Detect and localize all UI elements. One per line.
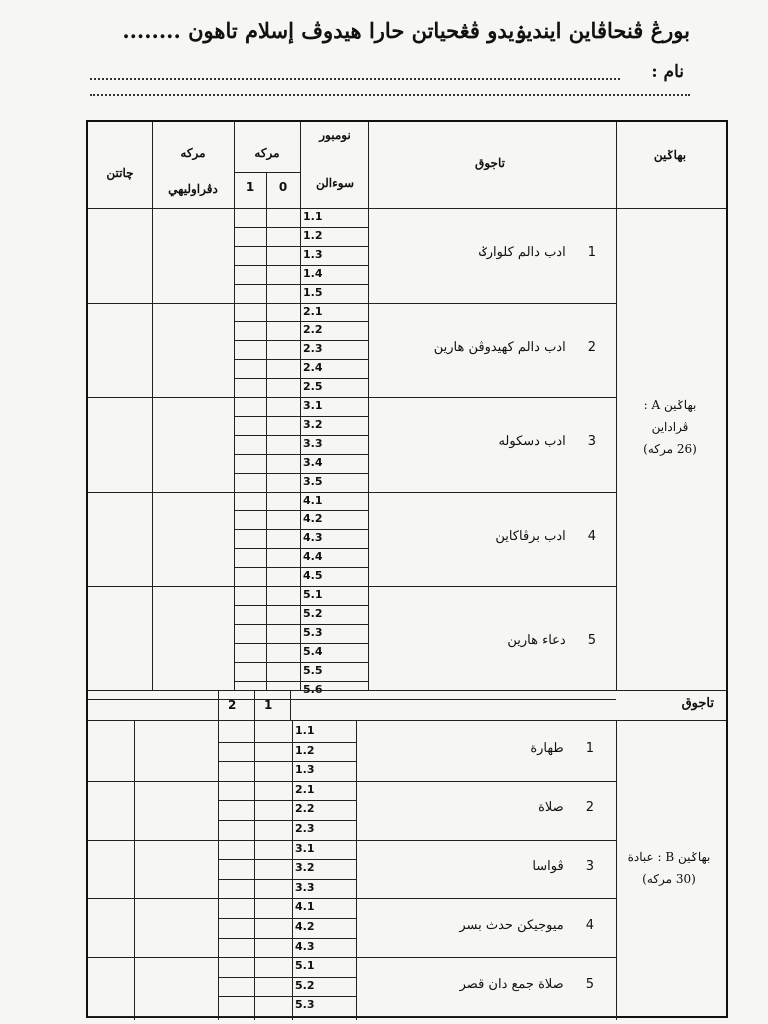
question-number: 5.1 — [295, 959, 315, 973]
mark-1-cell[interactable] — [254, 957, 292, 977]
mark-0-cell[interactable] — [266, 227, 300, 246]
mark-1-cell[interactable] — [254, 820, 292, 840]
topic-number: 4 — [587, 528, 596, 544]
section-b-band-top — [88, 690, 726, 691]
header-marks-obtained-line2: دڤراوليهي — [168, 182, 218, 196]
question-number: 4.1 — [295, 900, 315, 914]
topic-column-line — [368, 122, 369, 690]
mark-1-cell[interactable] — [234, 454, 266, 473]
topic-title-text: طهارة — [530, 741, 564, 757]
question-number: 1.1 — [295, 724, 315, 737]
mark-0-cell[interactable] — [266, 397, 300, 416]
marks-obtained-cell[interactable] — [134, 722, 218, 781]
mark-0-cell[interactable] — [266, 321, 300, 340]
mark-2-cell[interactable] — [218, 859, 254, 879]
question-number: 4.2 — [303, 512, 323, 526]
topic-title-b-1 — [530, 741, 594, 756]
question-number: 3.5 — [303, 474, 323, 488]
question-number: 3.3 — [295, 880, 315, 894]
b-topic-column-line — [356, 720, 357, 1020]
header-qnum-line2: سوءالن — [315, 176, 355, 190]
topic-number: 1 — [585, 741, 594, 757]
question-number: 1.5 — [303, 285, 323, 299]
mark-1-cell[interactable] — [234, 548, 266, 567]
topic-title-text: ميوجيكن حدث بسر — [459, 917, 564, 933]
mark-0-cell[interactable] — [266, 246, 300, 265]
mark-0-cell[interactable] — [266, 643, 300, 662]
mark-1-cell[interactable] — [234, 359, 266, 378]
question-number: 4.3 — [295, 939, 315, 953]
section-a-label-line2: ڤراداين — [651, 420, 689, 434]
question-number: 2.3 — [303, 342, 323, 356]
topic-title-text: ادب دالم كلوارݢ — [479, 245, 566, 261]
section-b-label-line2: (30 مركه) — [642, 872, 696, 886]
topic-title-text: ڤواسا — [532, 859, 564, 874]
question-number: 4.5 — [303, 569, 323, 583]
question-number: 2.3 — [295, 822, 315, 835]
mark-2-cell[interactable] — [218, 898, 254, 918]
assessment-table — [86, 120, 728, 1018]
mark-1-cell[interactable] — [254, 938, 292, 958]
signature-cell[interactable] — [88, 586, 152, 699]
mark-1-cell[interactable] — [254, 918, 292, 938]
signature-cell[interactable] — [88, 397, 152, 492]
mark-1-cell[interactable] — [234, 492, 266, 511]
topic-title-b-2 — [538, 800, 594, 815]
section-b-label-line1: بهاݢين B : عبادة — [627, 850, 711, 864]
question-number: 2.5 — [303, 380, 323, 394]
mark-1-cell[interactable] — [254, 859, 292, 879]
band-line — [218, 690, 219, 720]
topic-title-text: صلاة — [538, 800, 564, 816]
question-number: 4.1 — [303, 493, 323, 507]
mark-1-cell[interactable] — [234, 567, 266, 586]
header-qnum-line1: نومبور — [319, 128, 351, 142]
topic-title-a-5 — [507, 633, 596, 648]
topic-title-a-1 — [479, 245, 596, 260]
question-number: 4.3 — [303, 531, 323, 545]
mark-0-cell[interactable] — [266, 265, 300, 284]
section-a-label-line3: (26 مركه) — [643, 442, 697, 456]
mark-1-cell[interactable] — [234, 529, 266, 548]
mark-2-cell[interactable] — [218, 761, 254, 781]
question-number: 1.1 — [303, 210, 323, 223]
question-number: 5.1 — [303, 588, 323, 601]
question-number: 5.4 — [303, 644, 323, 658]
question-number: 2.1 — [295, 782, 315, 796]
mark-1-cell[interactable] — [234, 416, 266, 435]
marks-obtained-cell[interactable] — [152, 586, 234, 699]
mark-1-cell[interactable] — [234, 605, 266, 624]
section-a-label — [618, 394, 722, 460]
header-signature: چاتتن — [106, 166, 134, 180]
question-number: 5.2 — [295, 978, 315, 992]
question-number: 3.4 — [303, 455, 323, 469]
mark-2-cell[interactable] — [218, 781, 254, 801]
topic-number: 3 — [585, 859, 594, 874]
mark-2-cell[interactable] — [218, 996, 254, 1016]
mark-1-cell[interactable] — [234, 624, 266, 643]
signature-cell[interactable] — [88, 303, 152, 398]
signature-cell[interactable] — [88, 898, 134, 957]
mark-1-cell[interactable] — [234, 246, 266, 265]
mark-1-cell[interactable] — [234, 662, 266, 681]
topic-title-b-3 — [532, 859, 594, 874]
mark-1-cell[interactable] — [254, 742, 292, 762]
question-number: 2.2 — [303, 323, 323, 337]
header-mark-1: 1 — [245, 180, 255, 194]
marks-obtained-cell[interactable] — [152, 397, 234, 492]
question-number: 2.2 — [295, 802, 315, 816]
topic-number: 3 — [587, 434, 596, 450]
topic-title-text: ادب برڤاكاين — [495, 528, 566, 544]
header-marks-divider — [234, 172, 300, 173]
question-number: 1.2 — [295, 743, 315, 757]
mark-0-cell[interactable] — [266, 586, 300, 605]
question-number: 4.2 — [295, 920, 315, 933]
band-line — [290, 690, 291, 720]
marks-obtained-cell[interactable] — [152, 208, 234, 303]
mark-1-cell[interactable] — [234, 265, 266, 284]
question-number: 3.2 — [303, 417, 323, 431]
mark-1-cell[interactable] — [254, 781, 292, 801]
section-a-label-line1: بهاݢين A : — [643, 398, 697, 412]
marks-obtained-cell[interactable] — [134, 898, 218, 957]
mark-2-cell[interactable] — [218, 918, 254, 938]
question-number: 3.1 — [303, 399, 323, 412]
mark-1-cell[interactable] — [234, 321, 266, 340]
marks-obtained-cell[interactable] — [152, 303, 234, 398]
topic-title-text: صلاة جمع دان قصر — [459, 976, 564, 992]
mark-1-cell[interactable] — [254, 879, 292, 899]
mark-0-cell[interactable] — [266, 473, 300, 492]
topic-row-line — [88, 699, 616, 700]
mark-2-cell[interactable] — [218, 879, 254, 899]
mark-0-cell[interactable] — [266, 510, 300, 529]
mark-1-cell[interactable] — [254, 840, 292, 860]
mark-1-cell[interactable] — [234, 397, 266, 416]
question-number: 4.4 — [303, 550, 323, 564]
mark-1-cell[interactable] — [234, 208, 266, 227]
mark-0-cell[interactable] — [266, 624, 300, 643]
header-mark-0: 0 — [278, 180, 288, 194]
topic-title-text: ادب دسكوله — [498, 434, 566, 450]
section-b-header-topic: تاجوق — [681, 696, 714, 711]
mark-0-cell[interactable] — [266, 605, 300, 624]
signature-cell[interactable] — [88, 208, 152, 303]
topic-number: 2 — [587, 339, 596, 355]
section-b-header-mark-2: 2 — [228, 698, 237, 712]
mark-1-cell[interactable] — [254, 996, 292, 1016]
signature-cell[interactable] — [88, 840, 134, 899]
section-b-header-mark-1: 1 — [264, 698, 273, 712]
mark-1-cell[interactable] — [234, 303, 266, 322]
marks-obtained-cell[interactable] — [134, 957, 218, 1016]
mark-0-cell[interactable] — [266, 416, 300, 435]
topic-title-b-5 — [460, 977, 594, 992]
mark-2-cell[interactable] — [218, 840, 254, 860]
form-title: بورڠ ڤنحاڤاين اينديۏيدو ڤڠحياتن حارا هيدوڤ إسلام تاهون ........ — [122, 18, 690, 43]
mark-1-cell[interactable] — [234, 284, 266, 303]
question-number: 5.3 — [303, 625, 323, 639]
signature-cell[interactable] — [88, 957, 134, 1016]
header-topic: تاجوق — [475, 156, 505, 170]
mark-1-cell[interactable] — [234, 378, 266, 397]
signature-cell[interactable] — [88, 722, 134, 781]
mark-0-cell[interactable] — [266, 378, 300, 397]
topic-title-text: ادب دالم كهيدوڤن هارين — [433, 339, 566, 355]
band-line — [254, 690, 255, 720]
mark-1-cell[interactable] — [234, 510, 266, 529]
question-number: 5.3 — [295, 998, 315, 1012]
mark-2-cell[interactable] — [218, 742, 254, 762]
mark-1-cell[interactable] — [234, 340, 266, 359]
mark-1-cell[interactable] — [254, 977, 292, 997]
mark-2-cell[interactable] — [218, 977, 254, 997]
header-marks-obtained-line1: مركه — [180, 146, 206, 160]
name-dotted-line-2[interactable] — [90, 94, 690, 96]
topic-title-b-4 — [459, 918, 594, 933]
question-number: 5.5 — [303, 663, 323, 677]
question-number: 5.6 — [303, 682, 323, 696]
question-number: 3.2 — [295, 861, 315, 875]
mark-1-cell[interactable] — [234, 586, 266, 605]
mark-0-cell[interactable] — [266, 340, 300, 359]
topic-number: 4 — [585, 917, 594, 933]
mark-0-cell[interactable] — [266, 303, 300, 322]
section-column-line — [616, 122, 617, 690]
question-number: 1.3 — [295, 763, 315, 777]
mark-1-cell[interactable] — [254, 898, 292, 918]
marks-obtained-cell[interactable] — [134, 781, 218, 840]
mark-1-cell[interactable] — [234, 473, 266, 492]
mark-0-cell[interactable] — [266, 435, 300, 454]
topic-title-a-4 — [495, 529, 596, 544]
b-section-column-line — [616, 720, 617, 1020]
mark-0-cell[interactable] — [266, 548, 300, 567]
name-field-row — [90, 58, 690, 94]
topic-title-a-2 — [434, 340, 596, 355]
signature-cell[interactable] — [88, 781, 134, 840]
question-number: 1.2 — [303, 228, 323, 242]
question-number: 1.4 — [303, 266, 323, 280]
mark-1-cell[interactable] — [234, 227, 266, 246]
mark-1-cell[interactable] — [234, 643, 266, 662]
name-label: نام : — [651, 62, 684, 82]
topic-number: 5 — [587, 632, 596, 648]
mark-1-cell[interactable] — [254, 722, 292, 742]
mark-1-cell[interactable] — [254, 800, 292, 820]
mark-2-cell[interactable] — [218, 938, 254, 958]
mark-2-cell[interactable] — [218, 722, 254, 742]
header-section: بهاݢين — [653, 148, 687, 162]
topic-number: 1 — [587, 245, 596, 261]
name-dotted-line[interactable] — [90, 78, 620, 80]
mark-2-cell[interactable] — [218, 820, 254, 840]
mark-0-cell[interactable] — [266, 359, 300, 378]
question-number: 3.3 — [303, 436, 323, 450]
topic-number: 2 — [585, 800, 594, 816]
question-number: 1.3 — [303, 247, 323, 261]
question-number: 5.2 — [303, 606, 323, 620]
topic-title-a-3 — [498, 434, 596, 449]
mark-0-cell[interactable] — [266, 567, 300, 586]
section-b-band-bottom — [88, 720, 726, 721]
section-b-label — [614, 846, 724, 890]
question-number: 2.4 — [303, 361, 323, 375]
mark-2-cell[interactable] — [218, 957, 254, 977]
mark-0-cell[interactable] — [266, 208, 300, 227]
mark-0-cell[interactable] — [266, 662, 300, 681]
question-number: 3.1 — [295, 841, 315, 855]
question-number: 2.1 — [303, 304, 323, 318]
signature-cell[interactable] — [88, 492, 152, 587]
mark-2-cell[interactable] — [218, 800, 254, 820]
topic-row-line — [88, 1016, 616, 1017]
mark-1-cell[interactable] — [234, 435, 266, 454]
mark-0-cell[interactable] — [266, 284, 300, 303]
mark-0-cell[interactable] — [266, 454, 300, 473]
header-marks: مركه — [254, 146, 280, 160]
mark-1-cell[interactable] — [254, 761, 292, 781]
mark-0-cell[interactable] — [266, 529, 300, 548]
topic-number: 5 — [585, 976, 594, 992]
topic-title-text: دعاء هارين — [507, 632, 566, 648]
marks-obtained-cell[interactable] — [152, 492, 234, 587]
mark-0-cell[interactable] — [266, 492, 300, 511]
marks-obtained-cell[interactable] — [134, 840, 218, 899]
